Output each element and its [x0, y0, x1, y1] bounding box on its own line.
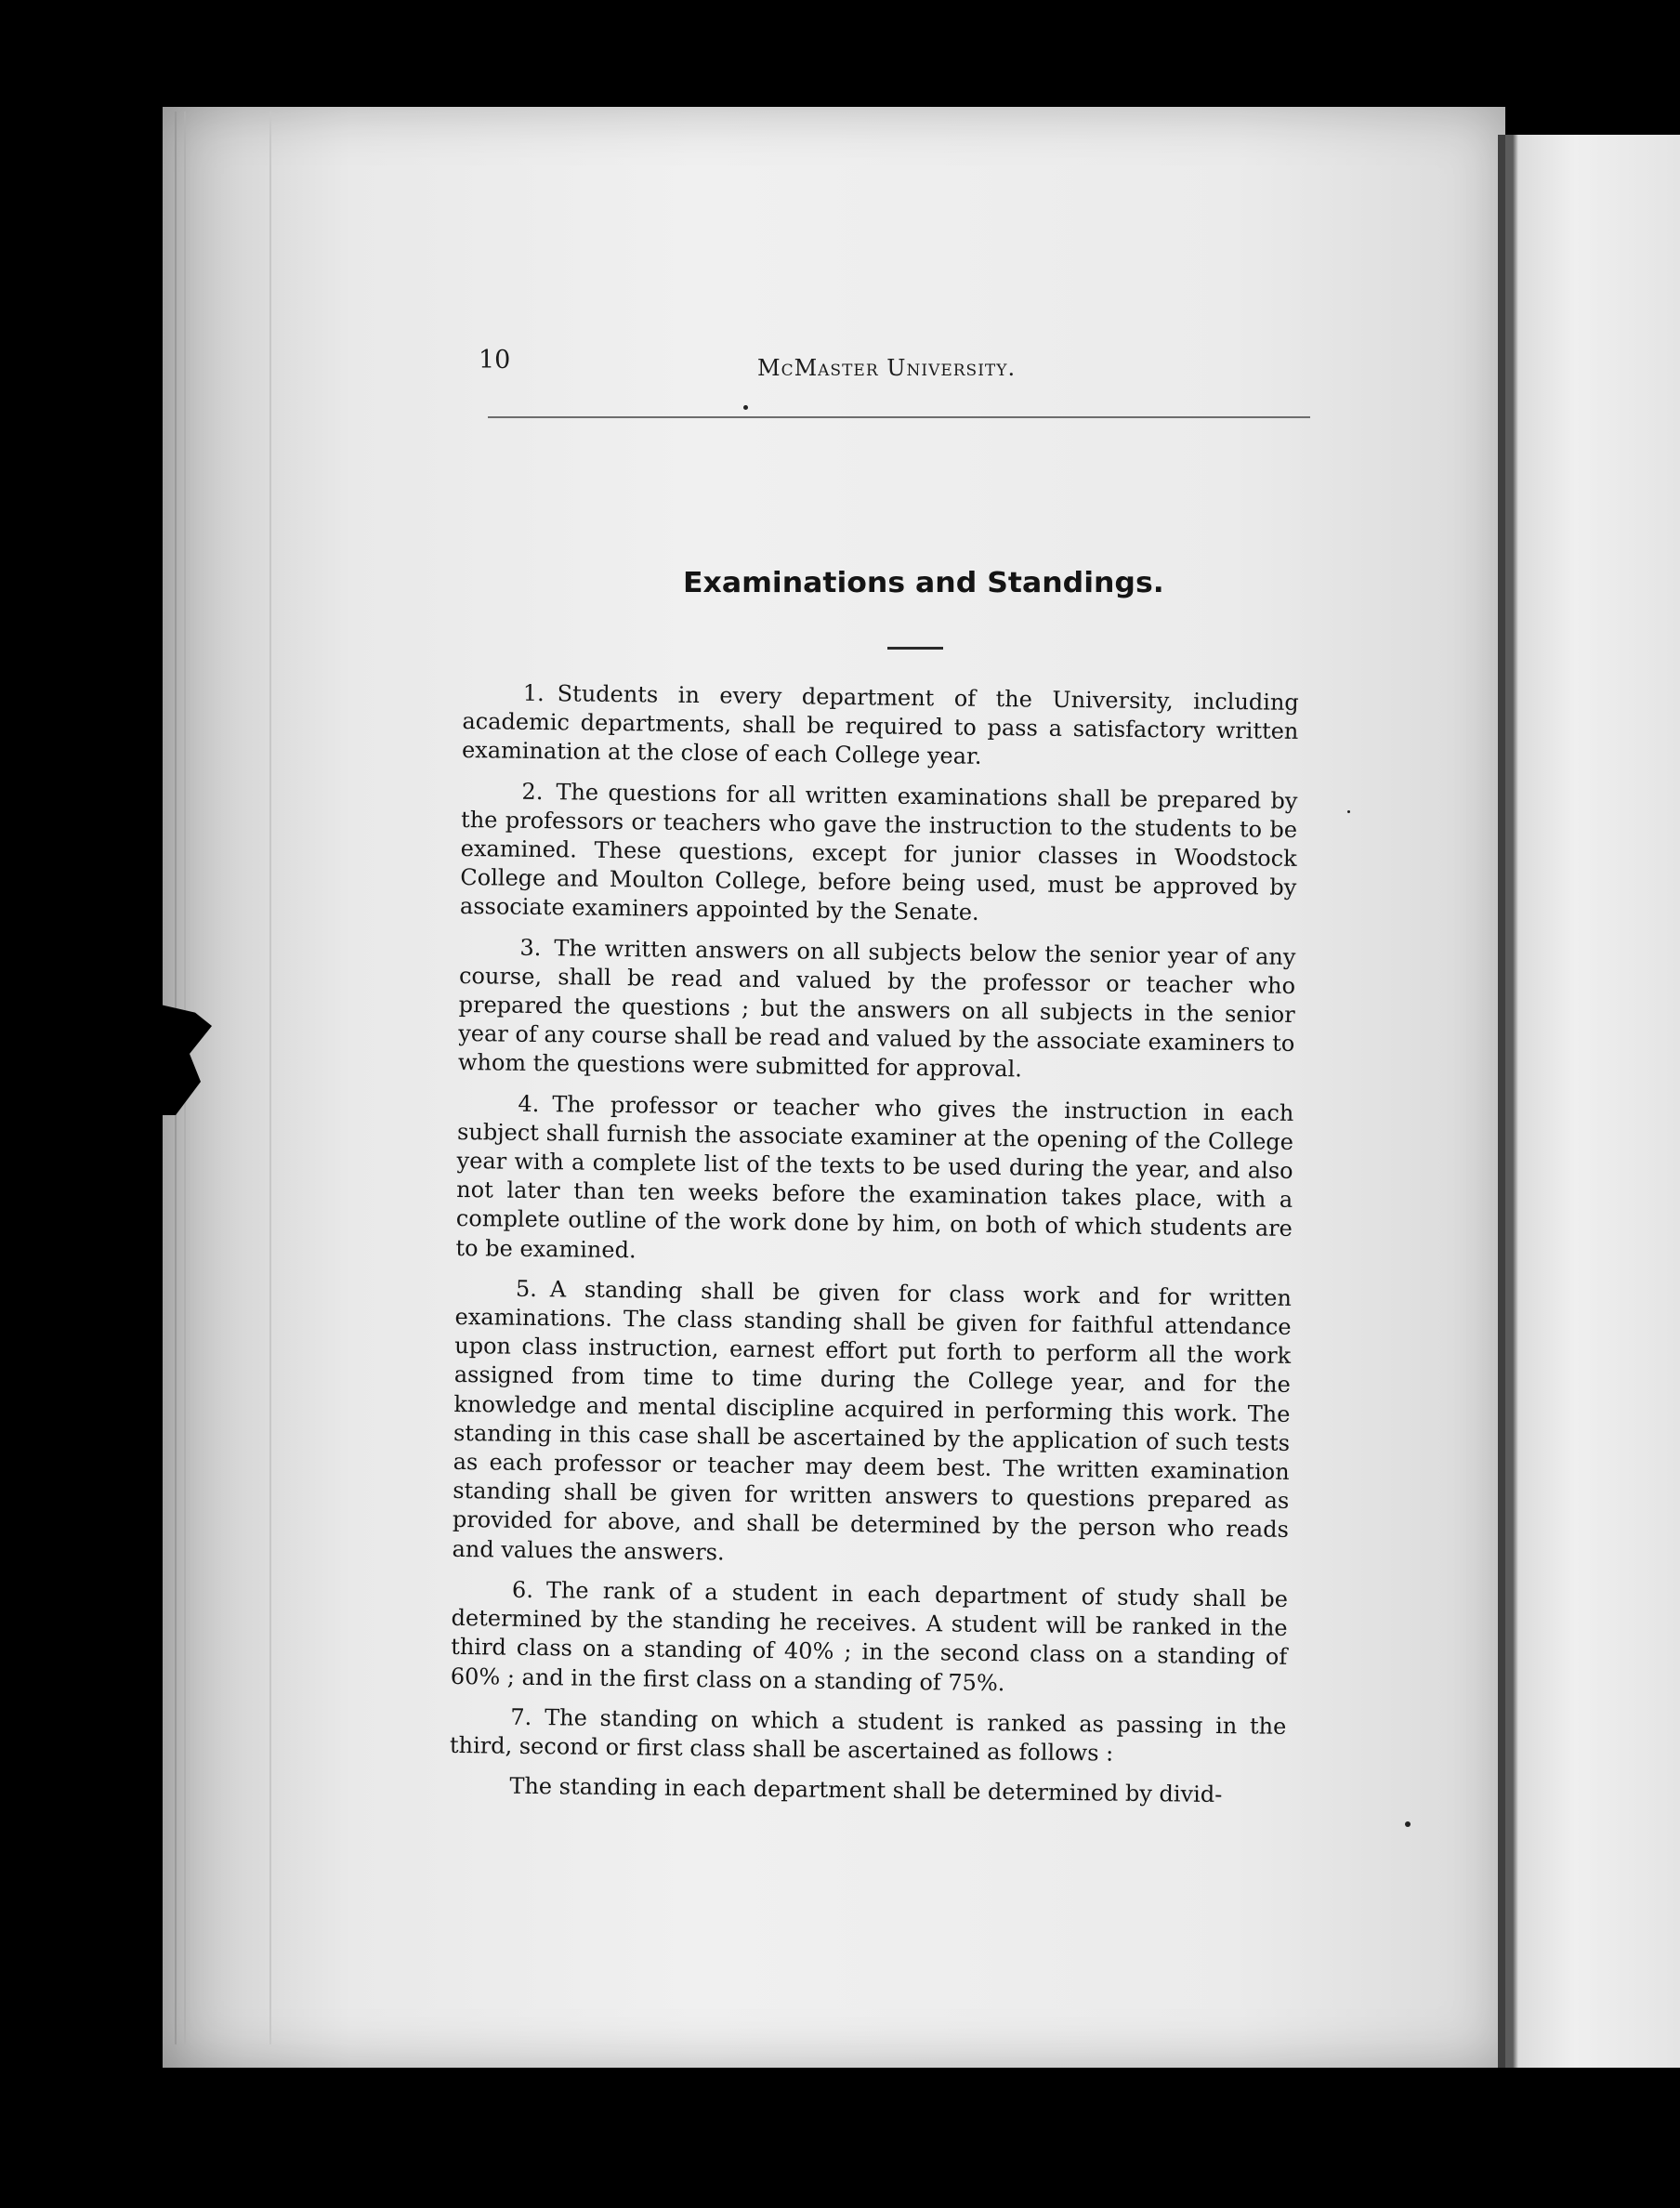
paragraph-7	[450, 1702, 1287, 1770]
paragraph-2	[460, 777, 1298, 932]
paragraph-text: The professor or teacher who gives the instruction in each subject shall furnish the associate examiner at the opening of the College year with a complete list of the texts to be used during the year, and also not later than ten weeks before the examination takes place, with a complete outline of the work done by him, on both of which students are to be examined.	[455, 1090, 1294, 1263]
body-text	[449, 678, 1299, 1821]
paragraph-number: 6.	[511, 1576, 534, 1603]
paragraph-number: 7.	[510, 1703, 532, 1730]
binding-line	[269, 112, 271, 2044]
paragraph-number: 1.	[522, 679, 545, 707]
continuation-paragraph: The standing in each department shall be determined by divid-	[509, 1772, 1223, 1808]
facing-page-edge	[1505, 135, 1680, 2068]
paper-speck	[743, 405, 748, 410]
paragraph-6	[451, 1575, 1288, 1702]
paragraph-number: 3.	[519, 934, 542, 961]
paragraph-text: The questions for all written examinations shall be prepared by the professors or teachers who gave the instruction to the students to be examined. These questions, except for junior classes in Woodstock College and Moulton College, before being used, must be approved by associate examiners appointed by the Senate.	[459, 778, 1298, 927]
page-number: 10	[479, 346, 511, 375]
paper-speck	[1347, 810, 1350, 813]
paragraph-text: A standing shall be given for class work and for written examinations. The class standing shall be given for faithful attendance upon class instruction, earnest effort put forth to perform all the work assigned from time to time during the College year, and for the knowledge and mental discipline acquired in performing this work. The standing in this case shall be ascertained by the application of such tests as each professor or teacher may deem best. The written examination standing shall be given for written answers to questions prepared as provided for above, and shall be determined by the person who reads and values the answers.	[452, 1276, 1293, 1566]
header-rule	[488, 416, 1310, 418]
paragraph-text: Students in every department of the University, including academic departments, shall be required to pass a satisfactory written examination at the close of each College year.	[461, 680, 1299, 770]
running-head: McMaster University.	[757, 355, 1017, 381]
paragraph-number: 4.	[518, 1090, 540, 1117]
paragraph-5	[452, 1274, 1292, 1574]
paragraph-number: 5.	[515, 1275, 538, 1302]
paragraph-4	[455, 1089, 1293, 1273]
paper-speck	[1405, 1821, 1411, 1827]
paragraph-3	[458, 933, 1296, 1088]
paragraph-text: The rank of a student in each department of study shall be determined by the standing he receives. A student will be ranked in the third class on a standing of 40% ; in the second class on a standing of 60% ; and in the first class on a standing of 75%.	[450, 1577, 1289, 1696]
paragraph-1	[462, 678, 1299, 776]
title-divider	[887, 647, 943, 650]
paragraph-text: The standing on which a student is ranked as passing in the third, second or first class shall be ascertained as follows :	[449, 1703, 1287, 1767]
section-title: Examinations and Standings.	[683, 567, 1164, 599]
paragraph-number: 2.	[521, 778, 544, 805]
paragraph-text: The written answers on all subjects below the senior year of any course, shall be read and valued by the professor or teacher who prepared the questions ; but the answers on all subjects in the senior year of any course shall be read and valued by the associate examiners to whom the questions were submitted for approval.	[457, 934, 1296, 1083]
